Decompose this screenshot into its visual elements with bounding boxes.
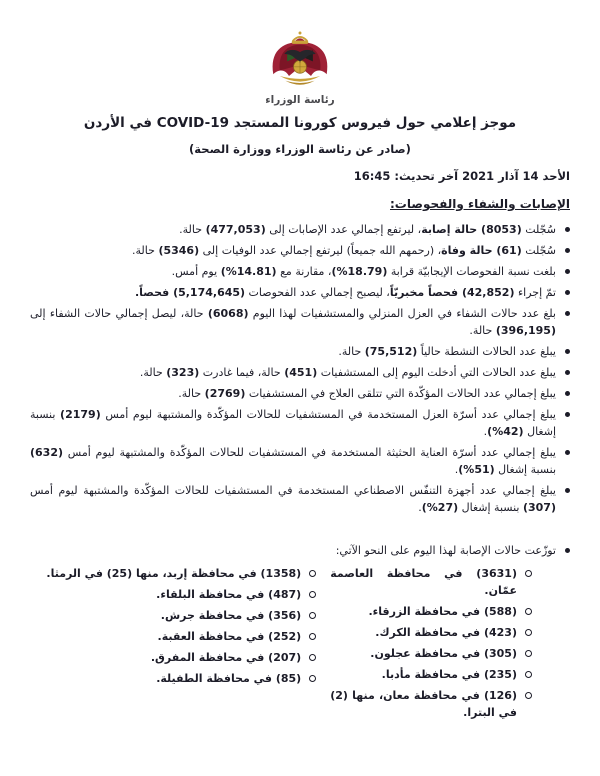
bullet-text: يبلغ إجمالي عدد أسرّة العناية الحثيثة المستخدمة في المستشفيات للحالات المؤكّدة والمشتبهة ليوم أمس (632) بنسبة إشغال (51%). — [30, 446, 556, 476]
governorate-text: (305) في محافظة عجلون. — [370, 647, 517, 660]
sub-bullet-marker — [309, 612, 316, 619]
sub-bullet-marker — [309, 570, 316, 577]
bullet-marker — [565, 391, 570, 396]
bullet-item — [30, 305, 570, 339]
bullet-text: يبلغ إجمالي عدد أجهزة التنفّس الاصطناعي المستخدمة في المستشفيات للحالات المؤكّدة والمشتبهة ليوم أمس (307) بنسبة إشغال (27%). — [30, 484, 556, 514]
bullet-text: سُجّلت (8053) حالة إصابة، ليرتفع إجمالي عدد الإصابات إلى (477,053) حالة. — [179, 223, 556, 236]
bullet-marker — [565, 227, 570, 232]
governorate-item — [30, 649, 316, 666]
logo-caption: رئاسة الوزراء — [265, 94, 335, 106]
bullet-marker — [565, 412, 570, 417]
governorate-text: (126) في محافظة معان، منها (2) في البترا. — [330, 689, 517, 719]
governorate-item — [30, 586, 316, 603]
bullet-item — [30, 263, 570, 280]
governorate-text: (356) في محافظة جرش. — [160, 609, 302, 622]
bullet-marker — [565, 248, 570, 253]
governorate-text: (3631) في محافظة العاصمة عمّان. — [330, 567, 517, 597]
bullet-text: بلغت نسبة الفحوصات الإيجابيّة قرابة (18.79%)، مقارنة مع (14.81%) يوم أمس. — [171, 265, 556, 278]
governorate-item — [30, 607, 316, 624]
distribution-column — [316, 565, 532, 725]
sub-bullet-marker — [525, 692, 532, 699]
page-title: موجز إعلامي حول فيروس كورونا المستجد COVID-19 في الأردن — [83, 115, 517, 131]
sub-bullet-marker — [309, 654, 316, 661]
bullet-text: يبلغ إجمالي عدد الحالات المؤكّدة التي تتلقى العلاج في المستشفيات (2769) حالة. — [178, 387, 556, 400]
stats-bullet-list — [30, 221, 570, 516]
governorate-text: (207) في محافظة المفرق. — [150, 651, 302, 664]
governorate-item — [330, 687, 532, 721]
sub-bullet-marker — [309, 591, 316, 598]
bullet-marker — [565, 290, 570, 295]
governorate-text: (423) في محافظة الكرك. — [375, 626, 517, 639]
governorate-item — [330, 666, 532, 683]
bullet-marker — [565, 548, 570, 553]
bullet-marker — [565, 370, 570, 375]
bullet-text: يبلغ إجمالي عدد أسرّة العزل المستخدمة في المستشفيات للحالات المؤكّدة والمشتبهة ليوم أمس (2179) بنسبة إشغال (42%). — [30, 408, 556, 438]
governorate-text: (588) في محافظة الزرقاء. — [368, 605, 517, 618]
bullet-text: تمّ إجراء (42,852) فحصاً مخبريّاً، ليصبح إجمالي عدد الفحوصات (5,174,645) فحصاً. — [134, 286, 556, 299]
section-heading: الإصابات والشفاء والفحوصات: — [390, 197, 570, 211]
governorate-text: (85) في محافظة الطفيلة. — [156, 672, 302, 685]
distribution-columns — [30, 565, 570, 725]
sub-bullet-marker — [525, 671, 532, 678]
logo — [30, 30, 570, 106]
governorate-item — [30, 670, 316, 687]
distribution-intro-text: توزّعت حالات الإصابة لهذا اليوم على النحو الآتي: — [335, 544, 556, 557]
bullet-item — [30, 406, 570, 440]
governorate-text: (235) في محافظة مأدبا. — [381, 668, 517, 681]
governorate-text: (252) في محافظة العقبة. — [157, 630, 302, 643]
bullet-item — [30, 364, 570, 381]
distribution-column — [30, 565, 316, 725]
governorate-item — [330, 603, 532, 620]
sub-bullet-marker — [525, 650, 532, 657]
bullet-text: يبلغ عدد الحالات النشطة حالياً (75,512) حالة. — [338, 345, 556, 358]
governorate-item — [30, 565, 316, 582]
jordan-coat-of-arms-icon — [254, 30, 346, 89]
sub-bullet-marker — [309, 675, 316, 682]
sub-bullet-marker — [309, 633, 316, 640]
bullet-marker — [565, 311, 570, 316]
bullet-item — [30, 284, 570, 301]
governorate-item — [330, 565, 532, 599]
governorate-item — [30, 628, 316, 645]
governorate-item — [330, 645, 532, 662]
sub-bullet-marker — [525, 629, 532, 636]
governorate-item — [330, 624, 532, 641]
governorate-text: (487) في محافظة البلقاء. — [156, 588, 302, 601]
page-subtitle: (صادر عن رئاسة الوزراء ووزارة الصحة) — [189, 142, 411, 156]
sub-bullet-marker — [525, 570, 532, 577]
bullet-item — [30, 221, 570, 238]
governorate-text: (1358) في محافظة إربد، منها (25) في الرمثا. — [46, 567, 302, 580]
sub-bullet-marker — [525, 608, 532, 615]
bullet-marker — [565, 349, 570, 354]
bullet-item — [30, 482, 570, 516]
bullet-marker — [565, 450, 570, 455]
bullet-text: سُجّلت (61) حالة وفاة، (رحمهم الله جميعاً) ليرتفع إجمالي عدد الوفيات إلى (5346) حالة. — [132, 244, 556, 257]
bullet-item — [30, 385, 570, 402]
bullet-item — [30, 444, 570, 478]
bullet-marker — [565, 269, 570, 274]
bullet-marker — [565, 488, 570, 493]
bullet-item — [30, 343, 570, 360]
bullet-text: بلغ عدد حالات الشفاء في العزل المنزلي والمستشفيات لهذا اليوم (6068) حالة، ليصل إجمالي حالات الشفاء إلى (396,195) حالة. — [30, 307, 556, 337]
bullet-text: يبلغ عدد الحالات التي أدخلت اليوم إلى المستشفيات (451) حالة، فيما غادرت (323) حالة. — [139, 366, 556, 379]
distribution-intro — [30, 542, 570, 559]
bullet-item — [30, 242, 570, 259]
date-line: الأحد 14 آذار 2021 آخر تحديث: 16:45 — [353, 169, 570, 183]
